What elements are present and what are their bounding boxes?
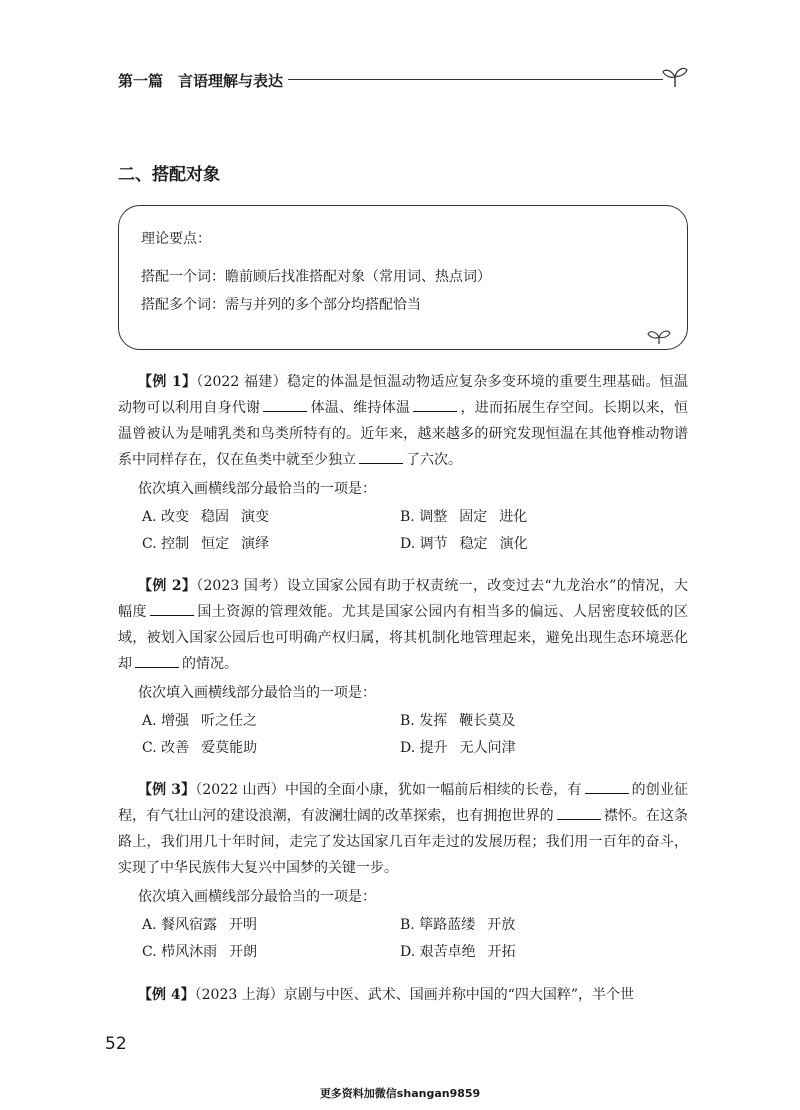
question-example-2 [118, 573, 688, 762]
fill-blank [135, 653, 179, 668]
stem-text: 体温、维持体温 [310, 400, 411, 416]
option-b[interactable]: B. 筚路蓝缕 开放 [400, 917, 516, 933]
option-d[interactable]: D. 艰苦卓绝 开拓 [400, 944, 516, 960]
page-number: 52 [105, 1034, 127, 1054]
option-a[interactable]: A. 改变 稳固 演变 [142, 509, 270, 525]
option-a[interactable]: A. 增强 听之任之 [142, 713, 258, 729]
question-example-1 [118, 369, 688, 558]
stem-text: 中国的全面小康，犹如一幅前后相续的长卷，有 [284, 782, 582, 798]
theory-line: 搭配一个词：瞻前顾后找准搭配对象（常用词、热点词） [141, 269, 491, 285]
fill-blank [150, 601, 194, 616]
theory-heading: 理论要点： [141, 231, 211, 247]
fill-blank [263, 397, 307, 412]
question-prompt: 依次填入画横线部分最恰当的一项是： [138, 481, 376, 497]
question-source: （2023 国考） [196, 578, 287, 594]
stem-text: ，进而拓展生存空间。长期以来，恒温曾被认为是哺乳类和鸟类所特有的。近年来，越来越多的研究发现恒温在其他脊椎动物谱系中同样存在，仅在鱼类中就至少独立 [118, 400, 689, 468]
answer-options [118, 708, 688, 762]
question-tag: 【例 3】 [138, 782, 196, 798]
option-b[interactable]: B. 发挥 鞭长莫及 [400, 713, 516, 729]
question-stem [118, 369, 688, 473]
fill-blank [413, 397, 457, 412]
option-c[interactable]: C. 改善 爱莫能助 [142, 740, 258, 756]
question-tag: 【例 2】 [138, 578, 197, 594]
question-example-3 [118, 777, 688, 966]
option-d[interactable]: D. 提升 无人问津 [400, 740, 516, 756]
header-rule [288, 79, 663, 80]
stem-text: 襟怀。在这条路上，我们用几十年时间，走完了发达国家几百年走过的发展历程；我们用一百年的奋斗，实现了中华民族伟大复兴中国梦的关键一步。 [118, 808, 689, 876]
stem-text: 了六次。 [406, 452, 462, 468]
question-prompt: 依次填入画横线部分最恰当的一项是： [138, 889, 376, 905]
option-b[interactable]: B. 调整 固定 进化 [400, 509, 528, 525]
fill-blank [359, 449, 403, 464]
question-prompt: 依次填入画横线部分最恰当的一项是： [138, 685, 376, 701]
stem-text: 国土资源的管理效能。尤其是国家公园内有相当多的偏远、人居密度较低的区域，被划入国家公园后也可明确产权归属，将其机制化地管理起来，避免出现生态环境恶化却 [118, 604, 688, 672]
question-source: （2022 福建） [196, 374, 288, 390]
stem-text: 的情况。 [182, 656, 238, 672]
question-stem [118, 982, 688, 1008]
footer-note: 更多资料加微信shangan9859 [319, 1087, 481, 1100]
question-stem [118, 777, 688, 881]
question-stem [118, 573, 688, 677]
stem-text: 设立国家公园有助于权责统一，改变过去“九龙治水”的情况，大幅度 [118, 578, 688, 620]
stem-text: 的创业征程，有气壮山河的建设浪潮，有波澜壮阔的改革探索，也有拥抱世界的 [118, 782, 689, 824]
answer-options [118, 504, 688, 558]
stem-text: 京剧与中医、武术、国画并称中国的“四大国粹”，半个世 [283, 987, 635, 1003]
sprout-icon [647, 327, 671, 345]
sprout-icon [661, 66, 689, 88]
page-header [118, 66, 688, 96]
question-source: （2023 上海） [194, 987, 284, 1003]
question-tag: 【例 4】 [138, 987, 195, 1003]
chapter-title: 第一篇 言语理解与表达 [118, 72, 284, 90]
question-example-4 [118, 982, 688, 1010]
option-d[interactable]: D. 调节 稳定 演化 [400, 536, 528, 552]
stem-text: 稳定的体温是恒温动物适应复杂多变环境的重要生理基础。恒温动物可以利用自身代谢 [118, 374, 688, 416]
section-title: 二、搭配对象 [118, 165, 220, 185]
question-tag: 【例 1】 [138, 374, 197, 390]
theory-line: 搭配多个词：需与并列的多个部分均搭配恰当 [141, 297, 421, 313]
fill-blank [557, 805, 601, 820]
theory-box [118, 205, 688, 350]
option-a[interactable]: A. 餐风宿露 开明 [142, 917, 258, 933]
option-c[interactable]: C. 控制 恒定 演绎 [142, 536, 270, 552]
question-source: （2022 山西） [195, 782, 285, 798]
fill-blank [585, 779, 629, 794]
option-c[interactable]: C. 栉风沐雨 开朗 [142, 944, 258, 960]
answer-options [118, 912, 688, 966]
